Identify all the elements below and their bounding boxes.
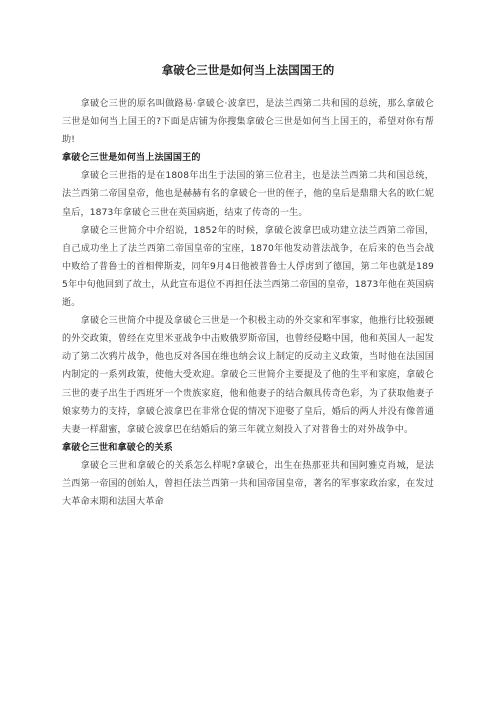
paragraph: 拿破仑三世简介中提及拿破仑三世是一个积极主动的外交家和军事家，他推行比较强硬的外交政策，曾经在克里米亚战争中击败俄罗斯帝国，也曾经侵略中国，他和英国人一起发动了第二次鸦片战争，他也反对各国在维也纳会议上制定的反动主义政策，当时他在法国国内制定的一系列政策，使他大受欢迎。拿破仑三世简介主要提及了他的生平和家庭，拿破仑三世的妻子出生于西班牙一个贵族家庭，他和他妻子的结合颇具传奇色彩，为了获取他妻子娘家势力的支持，拿破仑波拿巴在非常仓促的情况下迎娶了皇后，婚后的两人并没有像普通夫妻一样甜蜜，拿破仑波拿巴在结婚后的第三年就立刻投入了对普鲁士的对外战争中。 [62, 316, 434, 435]
document-page [62, 62, 434, 511]
paragraph: 拿破仑三世指的是在1808年出生于法国的第三位君主，也是法兰西第二共和国总统，法兰西第二帝国皇帝，他也是赫赫有名的拿破仑一世的侄子，他的皇后是鼎鼎大名的欧仁妮皇后，1873年拿破仑三世在英国病逝，结束了传奇的一生。 [62, 171, 434, 218]
section-heading: 拿破仑三世是如何当上法国国王的 [62, 153, 201, 164]
paragraph: 拿破仑三世简介中介绍说，1852年的时候，拿破仑波拿巴成功建立法兰西第二帝国，自己成功坐上了法兰西第二帝国皇帝的宝座，1870年他发动普法战争，在后来的色当会战中败给了普鲁士的首相俾斯麦，同年9月4日他被普鲁士人俘虏到了德国，第二年也就是1895年中旬他回到了故土，从此宣布退位不再担任法兰西第二帝国的皇帝，1873年他在英国病逝。 [62, 225, 434, 309]
paragraph-intro: 拿破仑三世的原名叫做路易·拿破仑·波拿巴，是法兰西第二共和国的总统，那么拿破仑三世是如何当上国王的?下面是店铺为你搜集拿破仑三世是如何当上国王的，希望对你有帮助! [62, 99, 434, 146]
document-title: 拿破仑三世是如何当上法国国王的 [161, 63, 335, 77]
paragraph: 拿破仑三世和拿破仑的关系怎么样呢?拿破仑，出生在热那亚共和国阿雅克肖城，是法兰西第一帝国的创始人，曾担任法兰西第一共和国帝国皇帝，著名的军事家政治家，在发过大革命末期和法国大革命 [62, 460, 434, 508]
document-body [62, 95, 434, 511]
section-heading: 拿破仑三世和拿破仑的关系 [62, 442, 173, 453]
